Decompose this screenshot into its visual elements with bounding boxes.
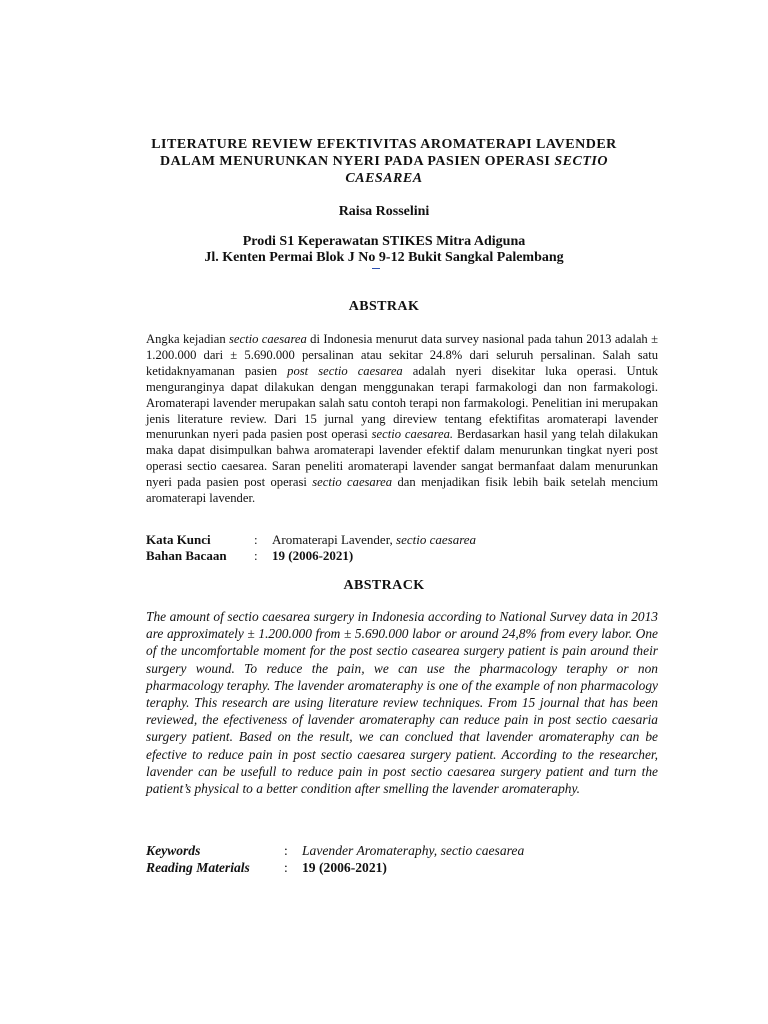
- abstrak-meta: [146, 532, 658, 564]
- title-line-2: [120, 153, 648, 170]
- abstrak-seg-8: dan menjadikan fisik lebih baik setelah mencium aromaterapi lavender.: [146, 475, 658, 506]
- author-name: Raisa Rosselini: [338, 204, 430, 219]
- affiliation: [0, 234, 768, 266]
- bahan-bacaan-label: Bahan Bacaan: [146, 548, 227, 563]
- abstrak-seg-2: di Indonesia menurut data survey nasional pada tahun 2013 adalah ± 1.200.000 dari ± 5.690.000 persalinan atau sekitar 24.8% dari seluruh persalinan. Salah satu ketidaknyamanan pasien: [146, 332, 658, 378]
- kata-kunci-colon: :: [254, 532, 258, 547]
- kata-kunci-value-italic: sectio caesarea: [396, 532, 477, 547]
- title-line-2-italic: SECTIO: [554, 154, 608, 169]
- title-line-2-text: DALAM MENURUNKAN NYERI PADA PASIEN OPERASI: [160, 154, 551, 169]
- abstrak-seg-1: sectio caesarea: [229, 332, 307, 346]
- abstrak-seg-5: sectio caesarea.: [371, 427, 454, 442]
- bahan-bacaan-row: [146, 548, 658, 564]
- reading-materials-label: Reading Materials: [146, 860, 250, 875]
- abstrak-body: [146, 332, 658, 507]
- abstrack-body: The amount of sectio caesarea surgery in Indonesia according to National Survey data in 2013 are approximately ± 1.200.000 from ± 5.690.000 labor or around 24,8% from every labor. One of the uncomfortable moment for the post sectio casearea surgery patient is pain around their surgery wound. To reduce the pain, we can use the pharmacology teraphy or non pharmacology teraphy. The lavender aromateraphy is one of the example of non pharmacology teraphy. This research are using literature review techniques. From 15 journal that has been reviewed, the efectiveness of lavender aromateraphy can reduce pain in post sectio caesaria surgery patient. Based on the result, we can conclued that lavender aromateraphy can be efective to reduce pain in post sectio caesarea surgery patient. According to the researcher, lavender can be usefull to reduce pain in post sectio caesarea surgery patient and turn the patient’s physical to a better condition after smelling the lavender aromateraphy.: [146, 609, 658, 797]
- affiliation-line-2: Jl. Kenten Permai Blok J No 9-12 Bukit Sangkal Palembang: [204, 250, 564, 265]
- bahan-bacaan-value: 19 (2006-2021): [272, 548, 354, 563]
- bahan-bacaan-colon: :: [254, 548, 258, 563]
- abstrak-seg-6: Berdasarkan hasil yang telah dilakukan maka dapat disimpulkan bahwa aromaterapi lavender efektif dalam menurunkan tingkat nyeri post operasi sectio caesarea. Saran peneliti aromaterapi lavender sangat bermanfaat dalam menurunkan nyeri pada pasien post operasi: [146, 427, 658, 490]
- keywords-label: Keywords: [146, 843, 201, 858]
- reading-materials-colon: :: [284, 860, 288, 875]
- kata-kunci-label: Kata Kunci: [146, 532, 211, 547]
- title-line-3: CAESAREA: [345, 171, 423, 186]
- abstrak-heading: ABSTRAK: [348, 299, 420, 314]
- paper-title: [120, 136, 648, 187]
- kata-kunci-value-text: Aromaterapi Lavender,: [272, 532, 397, 547]
- reading-materials-value: 19 (2006-2021): [302, 860, 387, 875]
- reading-materials-row: [146, 859, 658, 876]
- abstrak-seg-0: Angka kejadian: [146, 332, 230, 346]
- keywords-colon: :: [284, 843, 288, 858]
- abstrack-heading: ABSTRACK: [343, 578, 425, 593]
- abstrack-meta: [146, 842, 658, 876]
- kata-kunci-value: [272, 532, 476, 548]
- cursor-mark: [372, 268, 380, 269]
- keywords-row: [146, 842, 658, 859]
- kata-kunci-row: [146, 532, 658, 548]
- affiliation-line-1: Prodi S1 Keperawatan STIKES Mitra Adiguna: [242, 234, 526, 249]
- abstrak-seg-3: post sectio caesarea: [287, 363, 403, 378]
- title-line-1: LITERATURE REVIEW EFEKTIVITAS AROMATERAPI LAVENDER: [151, 137, 617, 152]
- abstrak-seg-4: adalah nyeri disekitar luka operasi. Untuk menguranginya dapat dilakukan dengan menggunakan terapi farmakologi dan non farmakologi. Aromaterapi lavender merupakan salah satu contoh terapi non farmakologi. Penelitian ini merupakan jenis literature review. Dari 15 jurnal yang direview tentang efektifitas aromaterapi lavender menurunkan nyeri pada pasien post operasi: [146, 363, 658, 442]
- abstrak-seg-7: sectio caesarea: [312, 475, 393, 490]
- keywords-value: Lavender Aromateraphy, sectio caesarea: [302, 843, 525, 858]
